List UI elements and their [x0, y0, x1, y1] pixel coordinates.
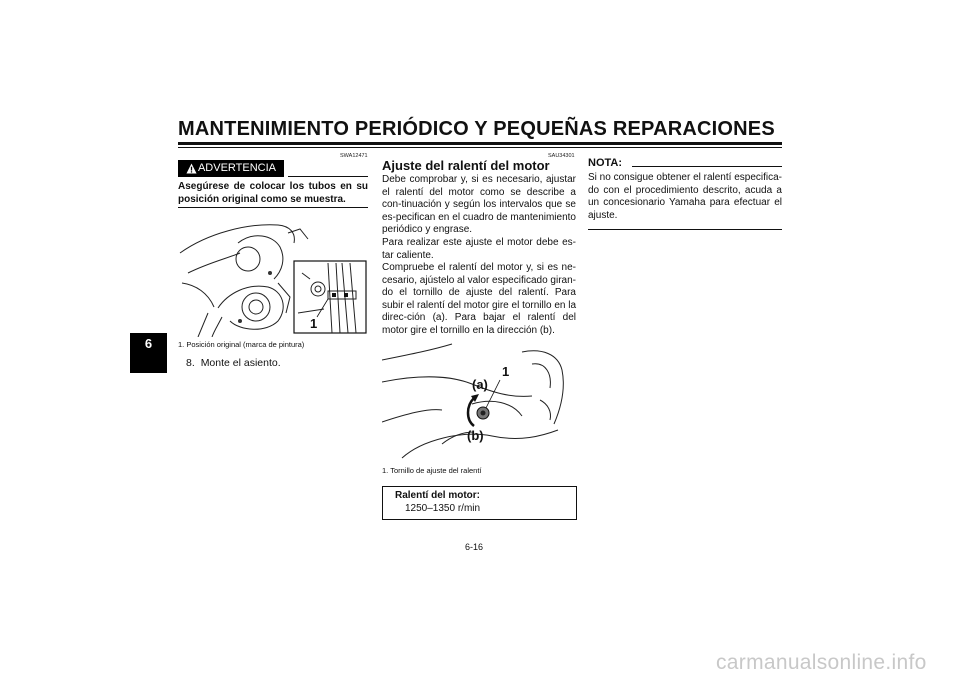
note-label: NOTA: [588, 157, 623, 169]
step-item [186, 357, 281, 369]
page-number: 6-16 [465, 542, 484, 552]
section-heading: Ajuste del ralentí del motor [382, 158, 550, 173]
section-paragraph-1: Debe comprobar y, si es necesario, ajustar el ralentí del motor como se describe a con-tinuación y según los intervalos que se es-pecifican en el cuadro de mantenimiento periódico y engrase. [382, 174, 576, 236]
step-text: Monte el asiento. [200, 357, 281, 369]
idle-screw-figure [382, 340, 576, 464]
left-figure-callout: 1 [310, 316, 318, 331]
warning-end-rule [178, 207, 368, 208]
middle-figure-caption: 1. Tornillo de ajuste del ralentí [382, 466, 482, 475]
note-bottom-rule [588, 229, 782, 230]
warning-code: SWA12471 [340, 153, 368, 159]
warning-triangle-icon [186, 163, 197, 174]
section-paragraph-3: Compruebe el ralentí del motor y, si es ne-cesario, ajústelo al valor especificado giran-do el tornillo de ajuste del ralentí. Para subir el ralentí del motor gire el tornillo en la direc-ción (a). Para bajar el ralentí del motor gire el tornillo en la dirección (b). [382, 262, 576, 336]
header-rule [178, 142, 782, 145]
spec-title: Ralentí del motor: [395, 490, 481, 501]
section-paragraph-2: Para realizar este ajuste el motor debe es-tar caliente. [382, 237, 576, 261]
spec-value: 1250–1350 r/min [405, 503, 481, 514]
step-number: 8. [186, 357, 195, 369]
watermark: carmanualsonline.info [716, 651, 927, 674]
figure-label-a: (a) [472, 377, 488, 392]
note-text: Si no consigue obtener el ralentí especifica-do con el procedimiento descrito, acuda a un concesionario Yamaha para efectuar el ajuste. [588, 172, 783, 221]
middle-figure-callout: 1 [502, 364, 510, 379]
warning-label: ADVERTENCIA [197, 162, 277, 174]
header-rule-thin [178, 147, 782, 148]
page-title: MANTENIMIENTO PERIÓDICO Y PEQUEÑAS REPARACIONES [178, 118, 775, 140]
warning-rule [288, 176, 368, 177]
chapter-number: 6 [144, 336, 153, 351]
warning-badge [178, 160, 284, 177]
note-top-rule [632, 166, 782, 167]
left-figure-caption: 1. Posición original (marca de pintura) [178, 340, 305, 349]
idle-spec-box [382, 486, 577, 520]
figure-label-b: (b) [467, 428, 484, 443]
section-code: SAU34301 [548, 153, 575, 159]
hose-position-figure [178, 213, 368, 337]
warning-text: Asegúrese de colocar los tubos en su posición original como se muestra. [178, 181, 368, 205]
